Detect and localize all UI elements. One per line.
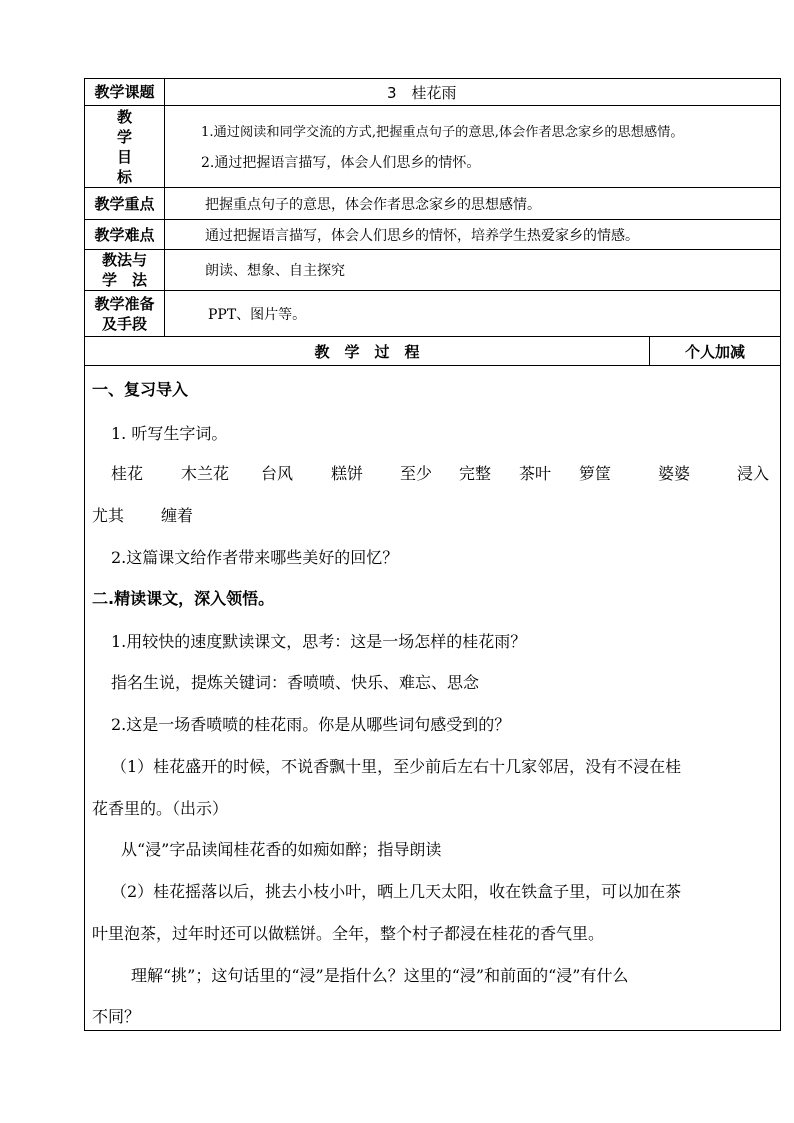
vocab-word: 婆婆	[658, 464, 691, 483]
topic-row	[85, 79, 780, 106]
vocab-word: 浸入	[737, 464, 770, 483]
process-content	[85, 366, 780, 1030]
method-row	[85, 250, 780, 291]
method-label-line: 教法与	[101, 251, 147, 269]
section-heading: 二.精读课文，深入领悟。	[92, 589, 275, 608]
process-header: 教 学 过 程	[85, 337, 650, 365]
preparation-label	[85, 291, 165, 336]
key-points-value: 把握重点句子的意思，体会作者思念家乡的思想感情。	[205, 196, 541, 213]
goals-label-char: 学	[116, 127, 132, 146]
vocab-word: 箩筐	[579, 464, 612, 483]
quote-line: （2）桂花摇落以后，挑去小枝小叶，晒上几天太阳，收在铁盒子里，可以加在茶	[111, 882, 682, 901]
lesson-plan-table	[84, 78, 781, 1031]
quote-line: 叶里泡茶，过年时还可以做糕饼。全年，整个村子都浸在桂花的香气里。	[92, 924, 605, 943]
preparation-row	[85, 291, 780, 337]
paragraph: 1. 听写生字词。	[111, 424, 228, 443]
paragraph: 指名生说，提炼关键词：香喷喷、快乐、难忘、思念	[111, 673, 480, 692]
paragraph: 2.这篇课文给作者带来哪些美好的回忆？	[111, 548, 399, 567]
method-label-line: 学 法	[101, 271, 147, 289]
goal-item: 2.通过把握语言描写，体会人们思乡的情怀。	[201, 155, 481, 171]
vocab-word: 桂花	[111, 464, 144, 483]
preparation-label-line: 及手段	[101, 314, 147, 333]
method-label	[85, 250, 165, 290]
paragraph: 2.这是一场香喷喷的桂花雨。你是从哪些词句感受到的？	[111, 715, 511, 734]
goals-label-char: 标	[116, 167, 132, 186]
difficulty-value: 通过把握语言描写，体会人们思乡的情怀，培养学生热爱家乡的情感。	[205, 227, 639, 244]
goals-label-char: 目	[116, 147, 132, 166]
vocab-word: 木兰花	[181, 464, 230, 483]
quote-line: 花香里的。（出示）	[92, 799, 229, 818]
word-list	[85, 461, 780, 483]
paragraph: 1.用较快的速度默读课文，思考：这是一场怎样的桂花雨？	[111, 632, 527, 651]
quote-line: （1）桂花盛开的时候，不说香飘十里，至少前后左右十几家邻居，没有不浸在桂	[111, 757, 682, 776]
key-points-row	[85, 188, 780, 220]
goals-label	[85, 106, 165, 187]
word-list	[85, 503, 780, 525]
goals-value	[165, 106, 780, 187]
vocab-word: 至少	[400, 464, 433, 483]
vocab-word: 尤其	[92, 506, 125, 525]
method-value: 朗读、想象、自主探究	[205, 263, 345, 279]
vocab-word: 糕饼	[331, 464, 364, 483]
difficulty-label: 教学难点	[85, 220, 165, 249]
vocab-word: 茶叶	[519, 464, 552, 483]
vocab-word: 台风	[261, 464, 294, 483]
process-header-row	[85, 337, 780, 366]
goals-row	[85, 106, 780, 188]
vocab-word: 完整	[459, 464, 492, 483]
preparation-label-line: 教学准备	[94, 294, 155, 313]
topic-value: 3 桂花雨	[387, 83, 457, 102]
paragraph: 不同？	[92, 1007, 141, 1026]
key-points-label: 教学重点	[85, 188, 165, 219]
topic-label: 教学课题	[85, 79, 165, 105]
section-heading: 一、复习导入	[92, 380, 189, 399]
difficulty-row	[85, 220, 780, 250]
goal-item: 1.通过阅读和同学交流的方式,把握重点句子的意思,体会作者思念家乡的思想感情。	[201, 125, 684, 140]
preparation-value: PPT、图片等。	[208, 306, 307, 323]
personal-adjust-header: 个人加减	[684, 342, 745, 361]
vocab-word: 缠着	[161, 506, 194, 525]
paragraph: 理解“挑”；这句话里的“浸”是指什么？这里的“浸”和前面的“浸”有什么	[131, 966, 629, 985]
paragraph: 从“浸”字品读闻桂花香的如痴如醉；指导朗读	[121, 840, 442, 859]
goals-label-char: 教	[116, 107, 132, 126]
